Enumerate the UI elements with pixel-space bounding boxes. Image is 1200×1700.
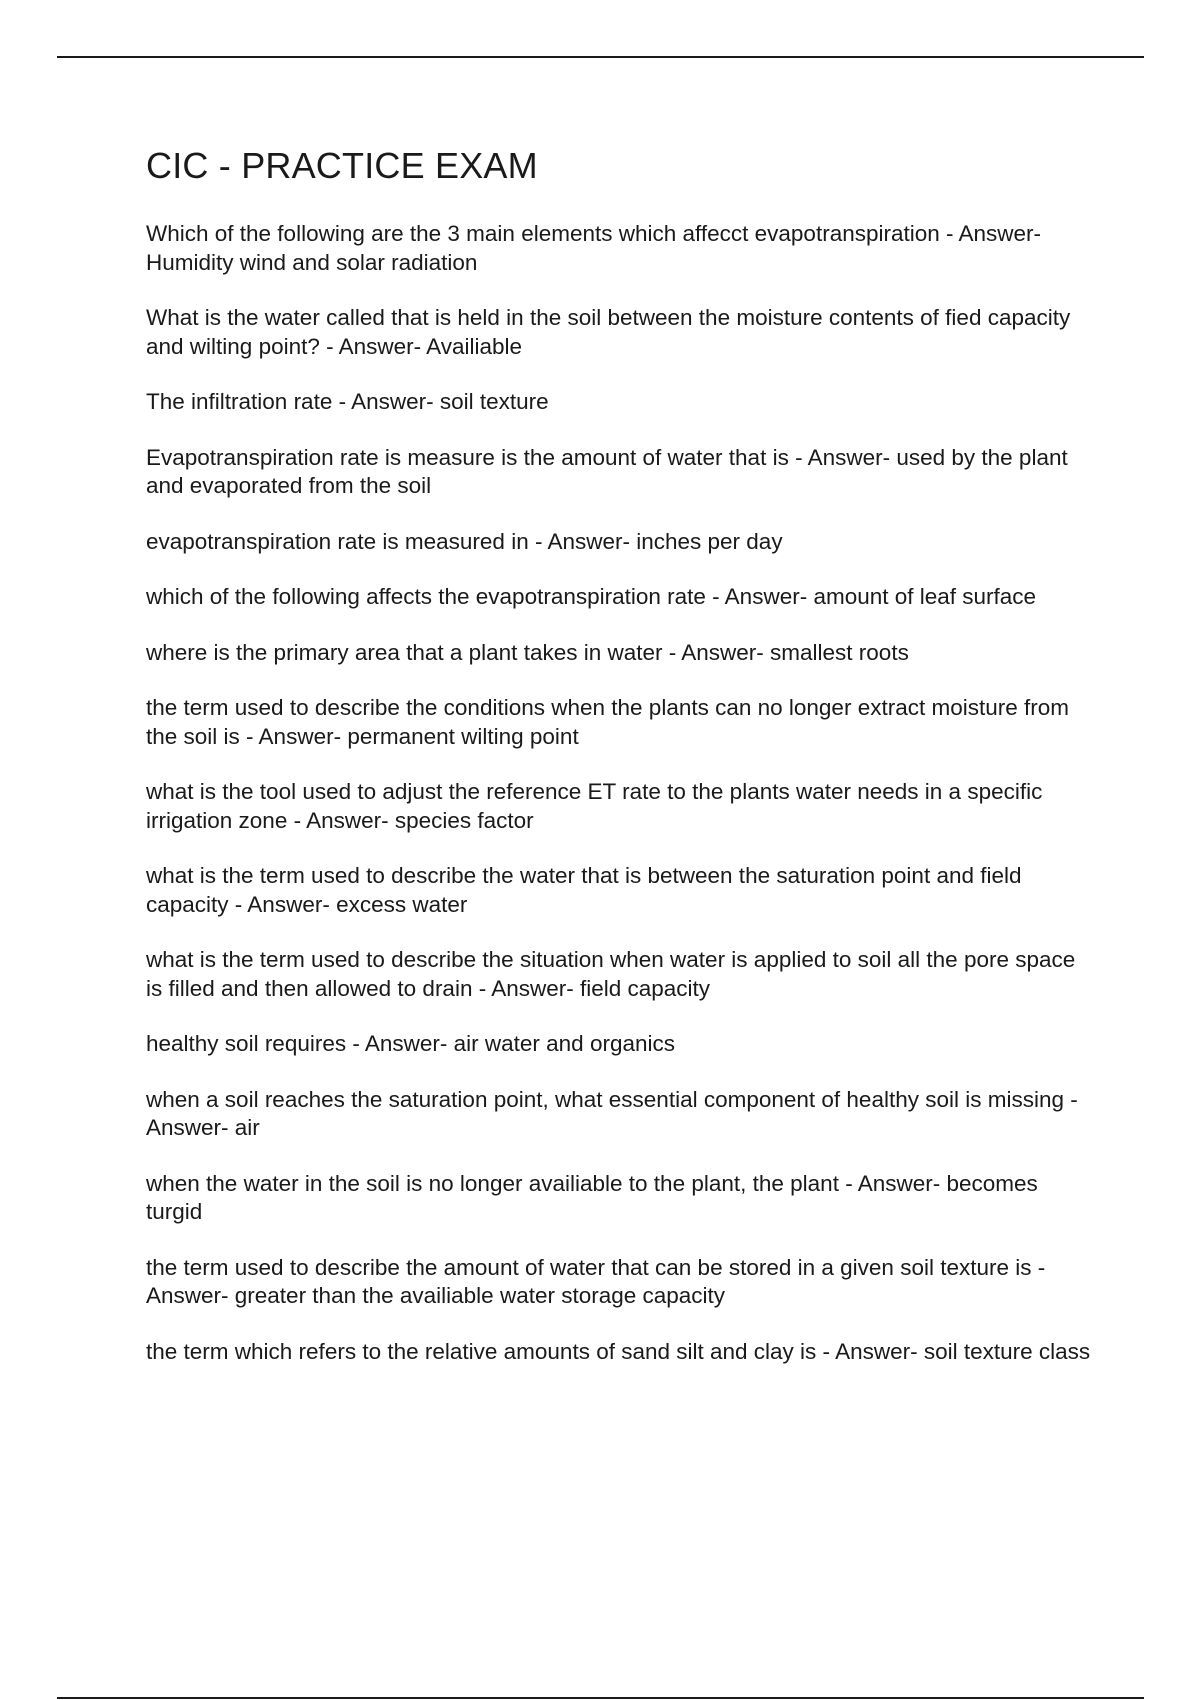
question-item: What is the water called that is held in the soil between the moisture contents of fied capacity and wilting point? - Answer- Availiable (146, 305, 1071, 359)
question-list (146, 220, 1096, 1366)
question-item: when the water in the soil is no longer availiable to the plant, the plant - Answer- becomes turgid (146, 1170, 1038, 1224)
question-item: the term used to describe the conditions when the plants can no longer extract moisture from the soil is - Answer- permanent wilting point (146, 695, 1069, 749)
question-item: the term used to describe the amount of water that can be stored in a given soil texture is - Answer- greater than the availiable water storage capacity (146, 1254, 1046, 1308)
document-title: CIC - PRACTICE EXAM (146, 145, 538, 186)
question-item: The infiltration rate - Answer- soil texture (146, 389, 549, 414)
question-item: healthy soil requires - Answer- air water and organics (146, 1031, 675, 1056)
question-item: what is the term used to describe the water that is between the saturation point and field capacity - Answer- excess water (146, 863, 1022, 917)
question-item: what is the tool used to adjust the reference ET rate to the plants water needs in a specific irrigation zone - Answer- species factor (146, 779, 1043, 833)
question-item: the term which refers to the relative amounts of sand silt and clay is - Answer- soil texture class (146, 1338, 1091, 1364)
bottom-divider (57, 1697, 1144, 1699)
question-item: evapotranspiration rate is measured in - Answer- inches per day (146, 528, 783, 554)
question-item: Evapotranspiration rate is measure is the amount of water that is - Answer- used by the plant and evaporated from the soil (146, 444, 1068, 498)
document-page (146, 146, 1096, 1393)
question-item: where is the primary area that a plant takes in water - Answer- smallest roots (146, 639, 909, 665)
question-item: Which of the following are the 3 main elements which affecct evapotranspiration - Answer- Humidity wind and solar radiation (146, 221, 1042, 275)
question-item: what is the term used to describe the situation when water is applied to soil all the pore space is filled and then allowed to drain - Answer- field capacity (146, 947, 1076, 1001)
question-item: when a soil reaches the saturation point, what essential component of healthy soil is missing - Answer- air (146, 1086, 1078, 1140)
top-divider (57, 56, 1144, 58)
question-item: which of the following affects the evapotranspiration rate - Answer- amount of leaf surface (146, 584, 1037, 609)
